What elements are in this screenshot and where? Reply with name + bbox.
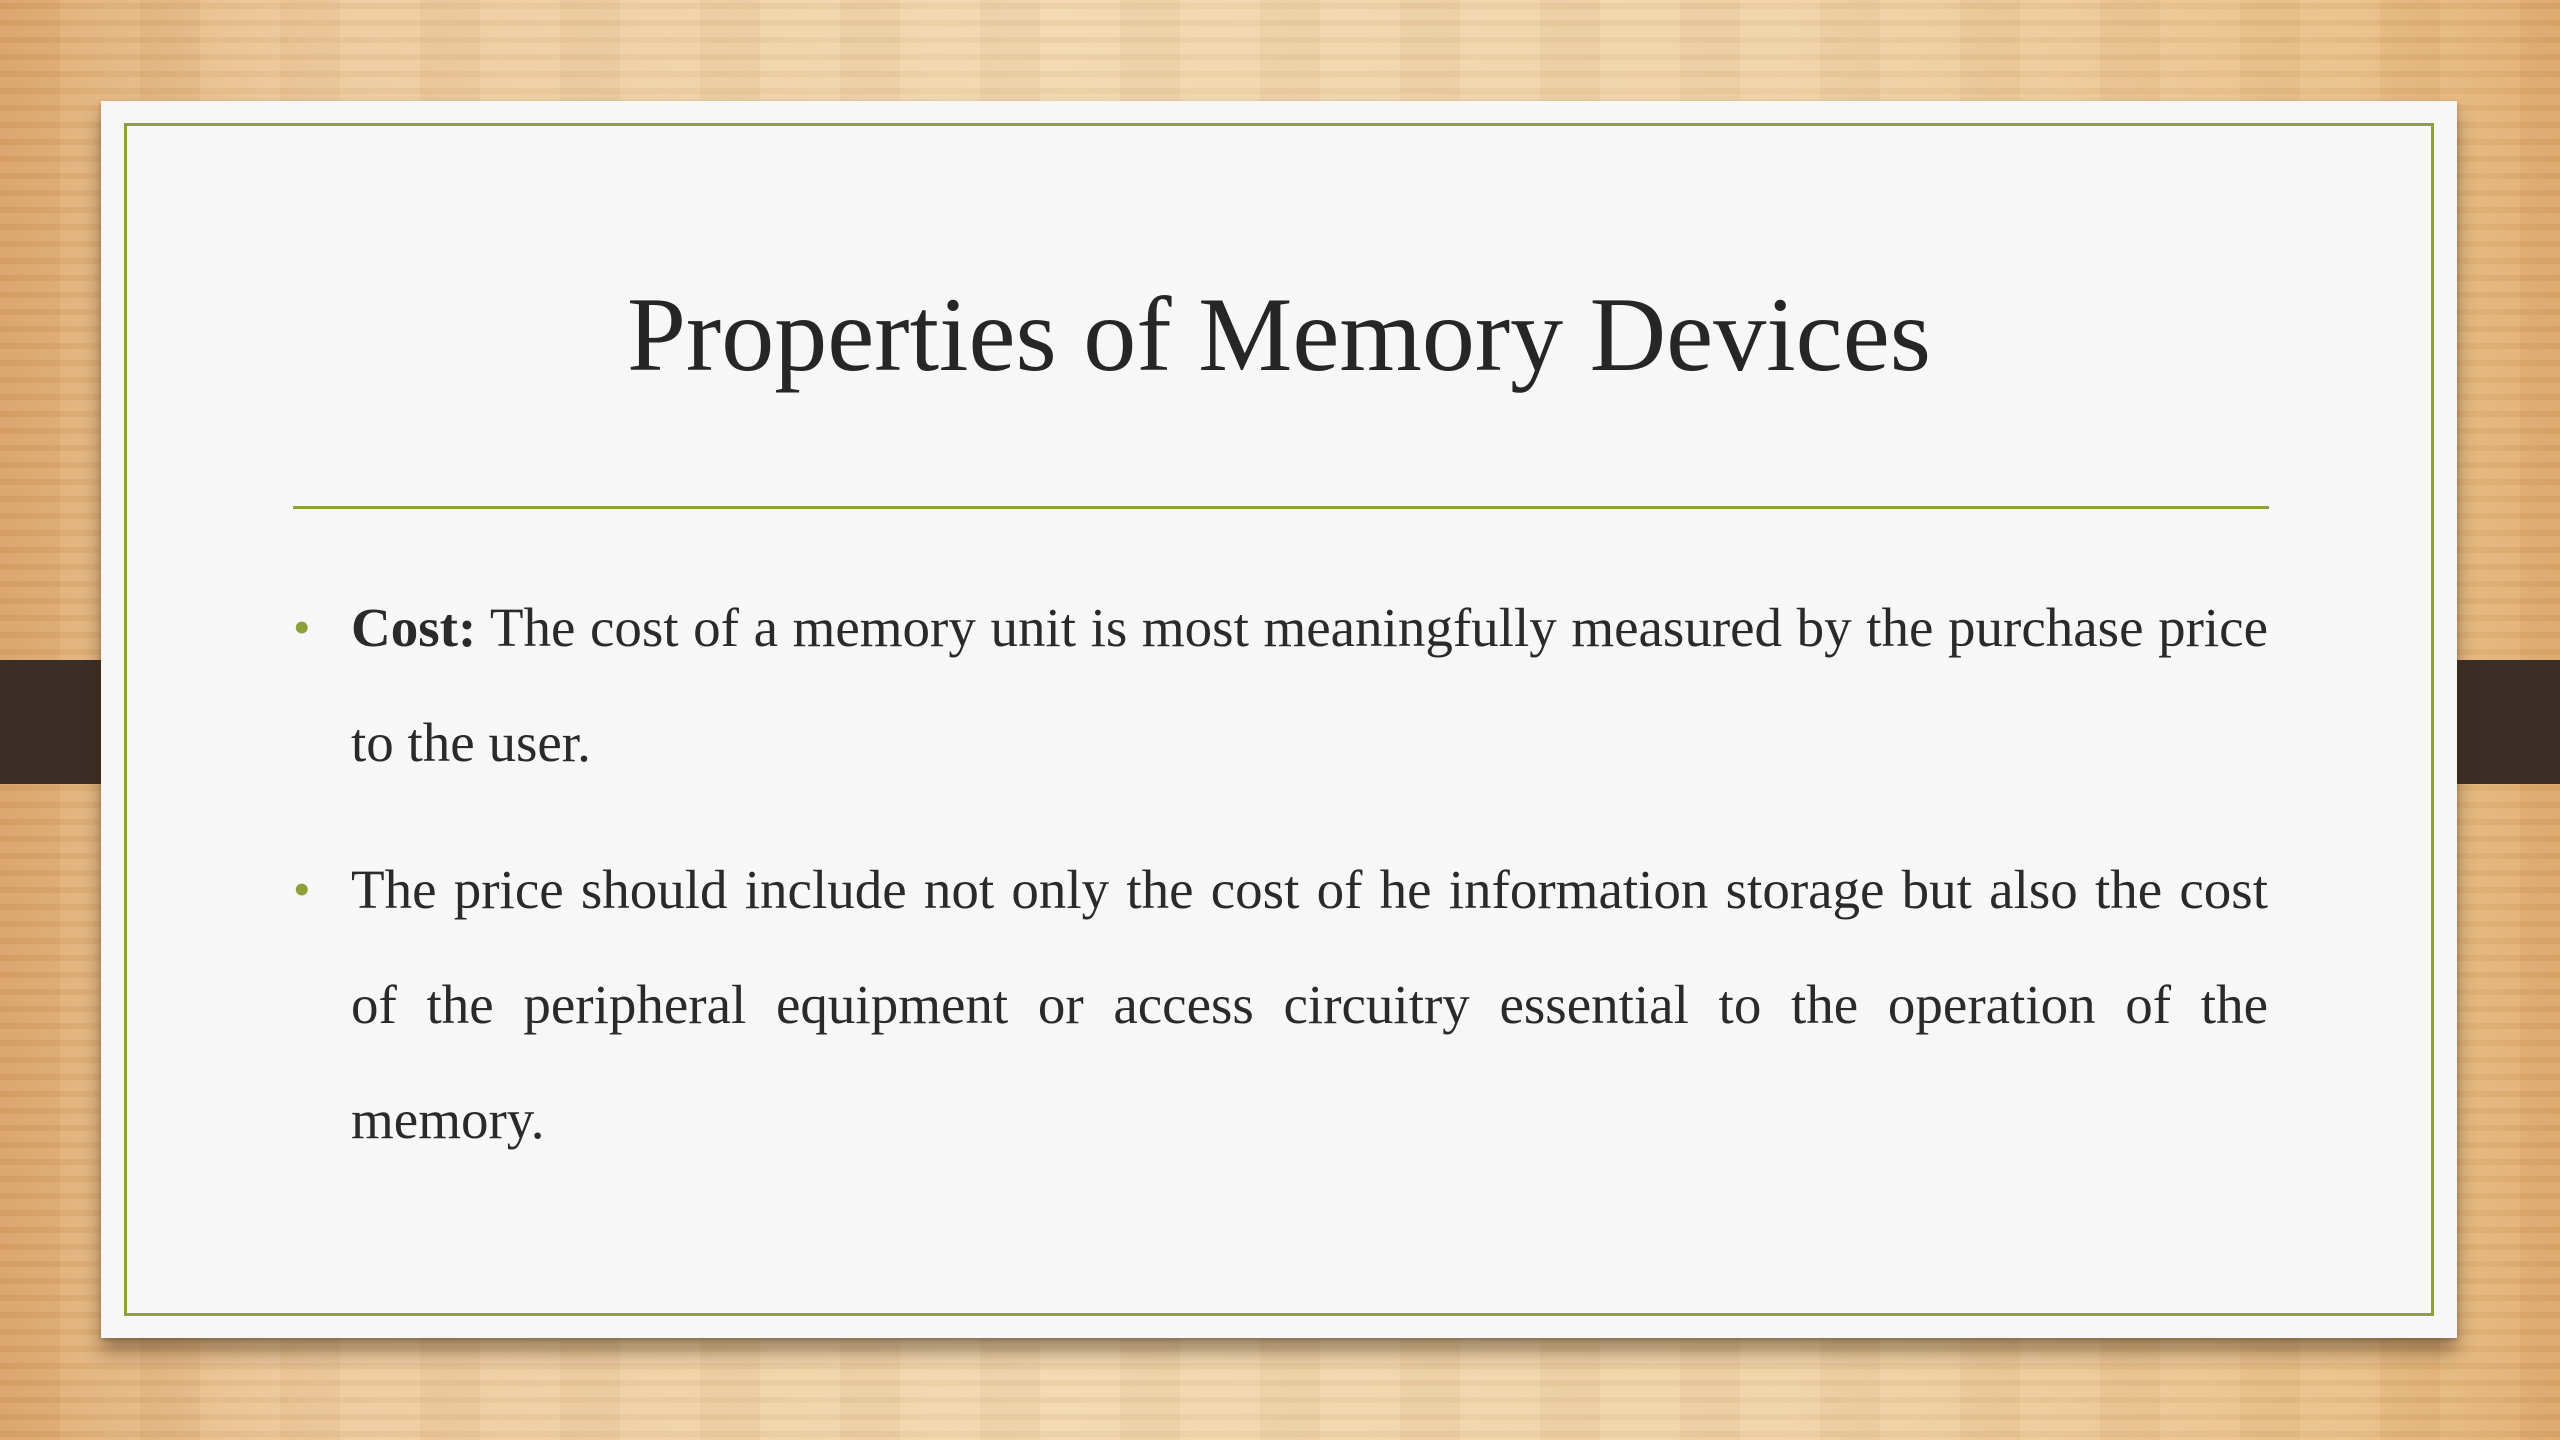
- bullet-lead-term: Cost:: [351, 597, 477, 658]
- bullet-text: The cost of a memory unit is most meaningfully measured by the purchase price to the user.: [351, 597, 2268, 773]
- bullet-item-price: [293, 832, 2268, 1177]
- bullet-list: [293, 570, 2268, 1209]
- bullet-item-cost: [293, 570, 2268, 800]
- slide-title: Properties of Memory Devices: [626, 276, 1932, 393]
- title-divider: [293, 506, 2269, 509]
- bullet-marker: •: [293, 599, 311, 655]
- bullet-marker: •: [293, 861, 311, 917]
- bullet-text: The price should include not only the cost of he information storage but also the cost of the peripheral equipment or access circuitry essential to the operation of the memory.: [351, 859, 2268, 1150]
